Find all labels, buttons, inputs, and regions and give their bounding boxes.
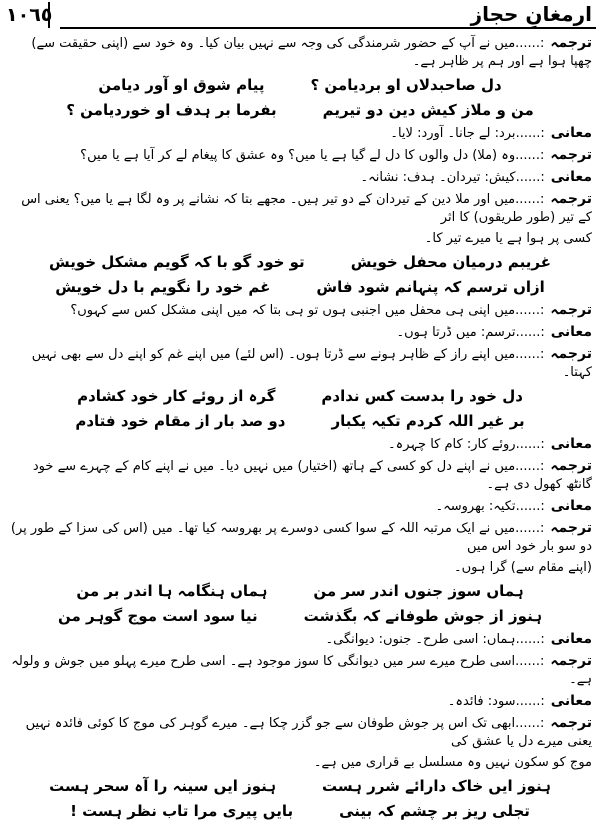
running-title: ارمغانِ حجاز xyxy=(470,2,592,26)
verse-first-half: ہنوز از جوش طوفانے کہ بگذشت xyxy=(303,607,542,625)
meanings-block xyxy=(8,323,592,342)
body-text: روئے کار: کام کا چہرہ۔ xyxy=(388,437,516,452)
continuation-line xyxy=(8,230,592,248)
body-text: برد: لے جانا۔ آورد: لایا۔ xyxy=(390,126,516,141)
verse-first-half: غریبم درمیان محفل خویش xyxy=(350,253,551,271)
leader-dots: :...... xyxy=(515,437,545,452)
verse-couplet xyxy=(8,800,592,822)
verse-couplet xyxy=(8,276,592,298)
verse-second-half: دو صد بار از مقام خود فتادم xyxy=(75,412,286,430)
translation-block xyxy=(8,457,592,494)
verse-second-half: پیام شوق او آور دیامن xyxy=(98,76,265,94)
body-text: ترسم: میں ڈرتا ہوں۔ xyxy=(396,325,516,340)
body-text: موج کو سکون نہیں وہ مسلسل بے قراری میں ہے۔ xyxy=(313,755,592,770)
body-text: میں نے آپ کے حضور شرمندگی کی وجہ سے نہیں بیان کیا۔ وہ خود سے (اپنی حقیقت سے) چھپا ہوا ہے اور ہم پر ظاہر ہے۔ xyxy=(31,36,592,69)
verse-couplet xyxy=(8,775,592,797)
translation-label: ترجمہ xyxy=(550,520,592,536)
verse-couplet xyxy=(8,605,592,627)
leader-dots: :...... xyxy=(515,716,545,731)
verse-first-half: من و ملاز کیش دین دو تیریم xyxy=(322,101,534,119)
verse-second-half: ہنوز ایں سینہ را آہ سحر ہست xyxy=(49,777,277,795)
verse-couplet xyxy=(8,580,592,602)
meanings-label: معانی xyxy=(550,324,592,340)
meanings-label: معانی xyxy=(550,693,592,709)
translation-block xyxy=(8,146,592,165)
verse-second-half: بفرما بر ہدف او خوردیامن ؟ xyxy=(66,101,277,119)
header-rule xyxy=(60,27,596,29)
verse-second-half: تو خود گو با کہ گویم مشکل خویش xyxy=(49,253,305,271)
header-divider xyxy=(48,2,50,28)
meanings-block xyxy=(8,435,592,454)
body-text: میں اپنی ہی محفل میں اجنبی ہوں تو ہی بتا کہ میں اپنی مشکل کس سے کہوں؟ xyxy=(70,303,516,318)
body-text: میں نے ایک مرتبہ اللہ کے سوا کسی دوسرے پر بھروسہ کیا تھا۔ میں (اس کی سزا کے طور پر) دو سو بار خود اس میں xyxy=(10,521,592,554)
body-text: میں اور ملا دین کے تیردان کے دو تیر ہیں۔ مجھے بتا کہ نشانے پر وہ لگا ہے یا میں؟ یعنی اس کے تیر (طور طریقوں) کا اثر xyxy=(21,192,592,225)
translation-block xyxy=(8,190,592,227)
translation-block xyxy=(8,345,592,382)
verse-first-half: دل خود را بدست کس ندادم xyxy=(321,387,523,405)
verse-first-half: تجلی ریز بر چشم کہ بینی xyxy=(339,802,530,820)
body-text: (اپنے مقام سے) گرا ہوں۔ xyxy=(454,560,592,575)
body-text: کیش: تیردان۔ ہدف: نشانہ۔ xyxy=(360,170,516,185)
page-number: ١٠٦٥ xyxy=(6,4,53,26)
verse-first-half: ازاں ترسم کہ پنہانم شود فاش xyxy=(316,278,545,296)
leader-dots: :...... xyxy=(515,347,545,362)
translation-block xyxy=(8,34,592,71)
body-text: تکیہ: بھروسہ۔ xyxy=(435,499,516,514)
verse-second-half: گرہ از روئے کار خود کشادم xyxy=(77,387,276,405)
meanings-label: معانی xyxy=(550,631,592,647)
page-content xyxy=(8,34,592,825)
body-text: میں اپنے راز کے ظاہر ہونے سے ڈرتا ہوں۔ (اس لئے) میں اپنے غم کو اپنے دل سے بھی نہیں کہتا۔ xyxy=(31,347,592,380)
verse-couplet xyxy=(8,251,592,273)
leader-dots: :...... xyxy=(515,459,545,474)
body-text: میں نے اپنے دل کو کسی کے ہاتھ (اختیار) میں نہیں دیا۔ میں نے اپنے کام کے چہرے سے خود گانٹھ کھول دی ہے۔ xyxy=(32,459,592,492)
leader-dots: :...... xyxy=(515,192,545,207)
leader-dots: :...... xyxy=(515,36,545,51)
verse-first-half: ہنوز ایں خاک دارائے شرر ہست xyxy=(322,777,551,795)
verse-second-half: بایں پیری مرا تاب نظر ہست ! xyxy=(70,802,294,820)
leader-dots: :...... xyxy=(515,499,545,514)
body-text: سود: فائدہ۔ xyxy=(447,694,516,709)
continuation-line xyxy=(8,754,592,772)
leader-dots: :...... xyxy=(515,148,545,163)
leader-dots: :...... xyxy=(515,126,545,141)
leader-dots: :...... xyxy=(515,303,545,318)
translation-label: ترجمہ xyxy=(550,458,592,474)
meanings-block xyxy=(8,168,592,187)
translation-block xyxy=(8,652,592,689)
translation-label: ترجمہ xyxy=(550,191,592,207)
translation-block xyxy=(8,519,592,556)
meanings-block xyxy=(8,692,592,711)
body-text: ابھی تک اس پر جوش طوفان سے جو گزر چکا ہے۔ میرے گوہر کی موج کا کوئی فائدہ نہیں یعنی میرے دل یا عشق کی xyxy=(25,716,592,749)
verse-first-half: دل صاحبدلاں او بردیامن ؟ xyxy=(310,76,502,94)
meanings-label: معانی xyxy=(550,125,592,141)
translation-block xyxy=(8,301,592,320)
leader-dots: :...... xyxy=(515,654,545,669)
translation-block xyxy=(8,714,592,751)
body-text: ہماں: اسی طرح۔ جنوں: دیوانگی۔ xyxy=(325,632,516,647)
translation-label: ترجمہ xyxy=(550,715,592,731)
page-header xyxy=(4,2,596,30)
translation-label: ترجمہ xyxy=(550,35,592,51)
body-text: کسی پر ہوا ہے یا میرے تیر کا۔ xyxy=(424,231,592,246)
leader-dots: :...... xyxy=(515,325,545,340)
verse-first-half: ہماں سوز جنوں اندر سر من xyxy=(313,582,524,600)
verse-second-half: نیا سود است موج گوہر من xyxy=(58,607,258,625)
translation-label: ترجمہ xyxy=(550,653,592,669)
leader-dots: :...... xyxy=(515,694,545,709)
leader-dots: :...... xyxy=(515,521,545,536)
meanings-block xyxy=(8,124,592,143)
meanings-block xyxy=(8,497,592,516)
verse-couplet xyxy=(8,385,592,407)
verse-second-half: غم خود را نگویم با دل خویش xyxy=(55,278,271,296)
meanings-label: معانی xyxy=(550,169,592,185)
leader-dots: :...... xyxy=(515,170,545,185)
leader-dots: :...... xyxy=(515,632,545,647)
translation-label: ترجمہ xyxy=(550,302,592,318)
verse-couplet xyxy=(8,410,592,432)
continuation-line xyxy=(8,559,592,577)
verse-couplet xyxy=(8,99,592,121)
meanings-block xyxy=(8,630,592,649)
verse-second-half: ہماں ہنگامہ ہا اندر بر من xyxy=(76,582,268,600)
body-text: اسی طرح میرے سر میں دیوانگی کا سوز موجود ہے۔ اسی طرح میرے پہلو میں جوش و ولولہ ہے۔ xyxy=(11,654,592,687)
verse-first-half: بر غیر اللہ کردم تکیہ یکبار xyxy=(331,412,525,430)
meanings-label: معانی xyxy=(550,498,592,514)
meanings-label: معانی xyxy=(550,436,592,452)
translation-label: ترجمہ xyxy=(550,346,592,362)
translation-label: ترجمہ xyxy=(550,147,592,163)
body-text: وہ (ملا) دل والوں کا دل لے گیا ہے یا میں؟ وہ عشق کا پیغام لے کر آیا ہے یا میں؟ xyxy=(80,148,516,163)
verse-couplet xyxy=(8,74,592,96)
